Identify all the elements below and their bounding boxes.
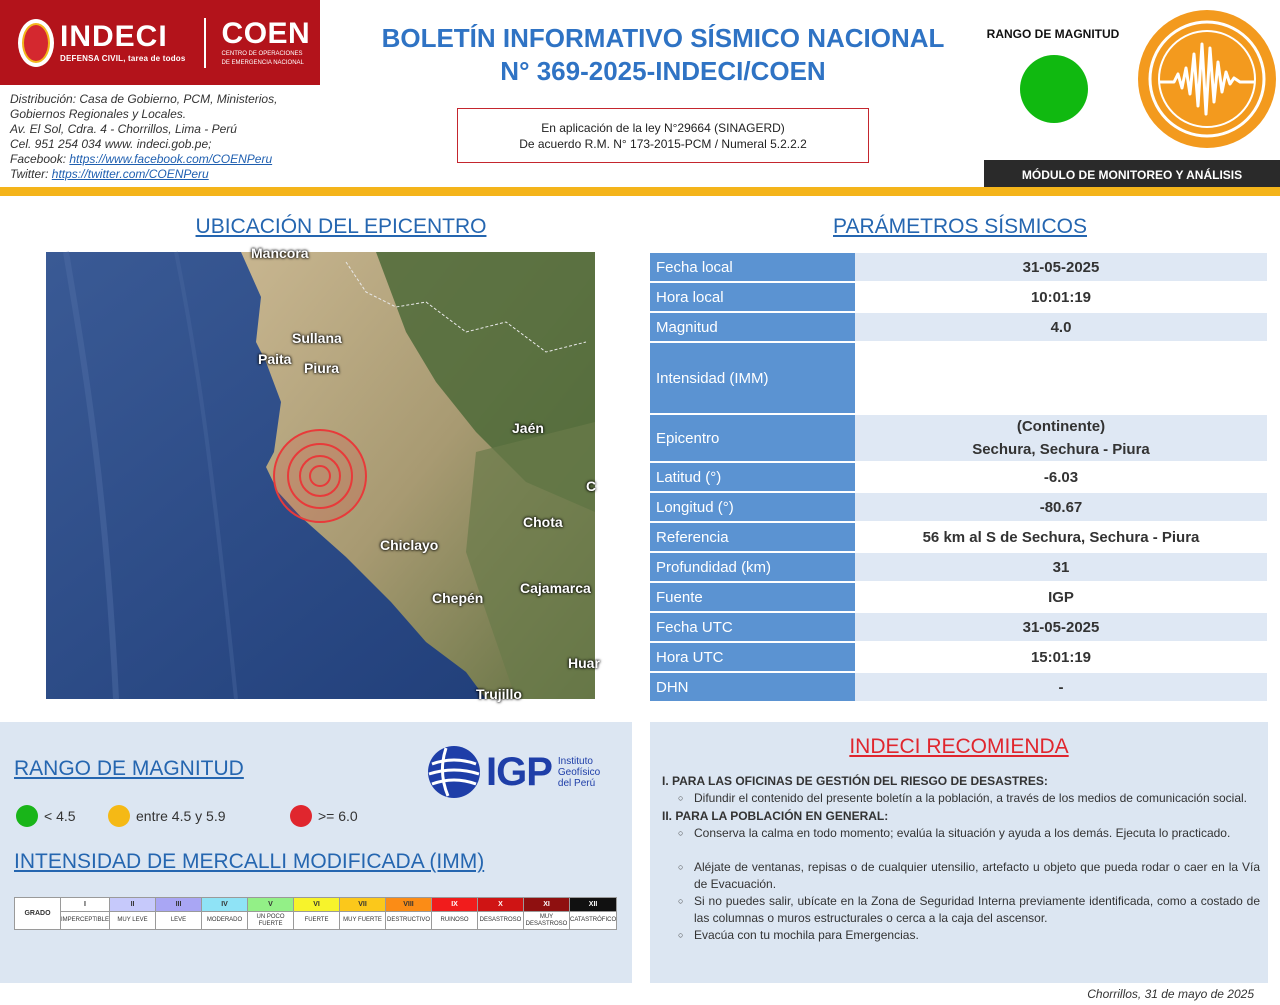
map-graphic (46, 252, 595, 699)
table-row (650, 253, 1267, 281)
green-dot-icon (16, 805, 38, 827)
grade-description: DESTRUCTIVO (386, 912, 432, 930)
igp-subtitle-1: Instituto (557, 755, 593, 767)
indeci-tagline: DEFENSA CIVIL, tarea de todos (60, 54, 186, 63)
yellow-dot-icon (108, 805, 130, 827)
param-value: 10:01:19 (855, 283, 1267, 311)
param-key: DHN (650, 673, 855, 701)
table-row (650, 343, 1267, 413)
recommendation-section-1: I. PARA LAS OFICINAS DE GESTIÓN DEL RIESGO DE DESASTRES: (662, 774, 1048, 788)
param-key: Longitud (°) (650, 493, 855, 521)
distribution-line: Gobiernos Regionales y Locales. (10, 107, 187, 121)
contact-line: Cel. 951 254 034 www. indeci.gob.pe; (10, 137, 212, 151)
grade-description: CATASTRÓFICO (570, 912, 617, 930)
mercalli-scale-title: INTENSIDAD DE MERCALLI MODIFICADA (IMM) (14, 850, 485, 873)
param-value: 56 km al S de Sechura, Sechura - Piura (855, 523, 1267, 551)
list-item: ○ Conserva la calma en todo momento; evalúa la situación y ayuda a los demás. Ejecuta lo practicado. (676, 825, 1260, 842)
map-label-mancora: Mancora (251, 245, 309, 261)
param-value: -6.03 (855, 463, 1267, 491)
law-line-1: En aplicación de la ley N°29664 (SINAGERD) (541, 121, 785, 135)
map-label-cajamarca: Cajamarca (520, 580, 591, 596)
param-value: 31-05-2025 (855, 613, 1267, 641)
table-row (650, 313, 1267, 341)
legend-item-medium (108, 805, 226, 827)
monitoring-module-banner: MÓDULO DE MONITOREO Y ANÁLISIS (984, 160, 1280, 187)
facebook-label: Facebook: (10, 152, 70, 166)
grade-description: UN POCO FUERTE (248, 912, 294, 930)
grade-number: III (156, 898, 202, 912)
param-value: 15:01:19 (855, 643, 1267, 671)
indeci-coen-logo (0, 0, 320, 85)
indeci-seal-icon (18, 19, 54, 67)
grade-description: RUINOSO (432, 912, 478, 930)
param-key: Hora UTC (650, 643, 855, 671)
param-value (855, 415, 1267, 461)
facebook-link[interactable]: https://www.facebook.com/COENPeru (69, 152, 273, 166)
coen-logo-text: COEN (221, 16, 311, 50)
param-value: 4.0 (855, 313, 1267, 341)
epicenter-map[interactable] (46, 245, 600, 702)
param-key: Referencia (650, 523, 855, 551)
law-reference-box (457, 108, 869, 163)
map-label-sullana: Sullana (292, 330, 342, 346)
grade-number: X (478, 898, 524, 912)
grade-description: MUY DESASTROSO (524, 912, 570, 930)
bulletin-number: N° 369-2025-INDECI/COEN (500, 56, 826, 86)
grade-number: II (110, 898, 156, 912)
grade-number: VII (340, 898, 386, 912)
param-value: 31-05-2025 (855, 253, 1267, 281)
epicenter-location-title: UBICACIÓN DEL EPICENTRO (195, 215, 487, 238)
header-divider-bar (0, 187, 1280, 196)
param-value: 31 (855, 553, 1267, 581)
param-key: Intensidad (IMM) (650, 343, 855, 413)
twitter-link[interactable]: https://twitter.com/COENPeru (51, 167, 209, 181)
bulletin-title-line1: BOLETÍN INFORMATIVO SÍSMICO NACIONAL (381, 23, 945, 53)
map-label-chiclayo: Chiclayo (380, 537, 439, 553)
grade-number: XII (570, 898, 617, 912)
grade-description: MUY LEVE (110, 912, 156, 930)
table-row (650, 613, 1267, 641)
igp-subtitle-3: del Perú (557, 777, 596, 789)
map-label-huar: Huar (568, 655, 600, 671)
table-row (650, 415, 1267, 461)
igp-logo (426, 744, 600, 800)
param-key: Fecha UTC (650, 613, 855, 641)
seismograph-icon (1138, 10, 1276, 148)
grade-number: VI (294, 898, 340, 912)
list-item: ○ Difundir el contenido del presente boletín a la población, a través de los medios de comunicación social. (676, 790, 1260, 807)
grade-description: MODERADO (202, 912, 248, 930)
twitter-label: Twitter: (10, 167, 52, 181)
indeci-logo-text: INDECI (60, 20, 168, 53)
list-item: ○ Evacúa con tu mochila para Emergencias. (676, 927, 1260, 944)
param-value (855, 343, 1267, 413)
coen-tagline-2: DE EMERGENCIA NACIONAL (221, 59, 304, 66)
param-key: Latitud (°) (650, 463, 855, 491)
map-label-chota: Chota (523, 514, 563, 530)
igp-name: IGP (486, 749, 552, 794)
map-label-chepen: Chepén (432, 590, 484, 606)
red-dot-icon (290, 805, 312, 827)
legend-label: < 4.5 (44, 808, 76, 824)
legend-item-low (16, 805, 76, 827)
grade-description: IMPERCEPTIBLE (61, 912, 110, 930)
grado-label: GRADO (15, 898, 61, 930)
grade-number: V (248, 898, 294, 912)
magnitude-indicator-dot (1020, 55, 1088, 123)
distribution-info (10, 92, 320, 182)
grade-description: FUERTE (294, 912, 340, 930)
grade-description: DESASTROSO (478, 912, 524, 930)
recommendation-section-2: II. PARA LA POBLACIÓN EN GENERAL: (662, 809, 889, 823)
igp-globe-icon (426, 744, 482, 800)
param-value: -80.67 (855, 493, 1267, 521)
seismic-parameters-title: PARÁMETROS SÍSMICOS (833, 215, 1087, 238)
table-row (650, 523, 1267, 551)
legend-item-high (290, 805, 358, 827)
legend-label: >= 6.0 (318, 808, 358, 824)
coen-tagline-1: CENTRO DE OPERACIONES (221, 50, 303, 57)
param-key: Profundidad (km) (650, 553, 855, 581)
param-key: Fecha local (650, 253, 855, 281)
table-row (650, 673, 1267, 701)
magnitude-range-heading: RANGO DE MAGNITUD (986, 27, 1120, 41)
grade-description: LEVE (156, 912, 202, 930)
recommendations-body (662, 772, 1260, 944)
grade-number: I (61, 898, 110, 912)
param-value: IGP (855, 583, 1267, 611)
logo-divider (204, 18, 206, 68)
list-item: ○ Si no puedes salir, ubícate en la Zona de Seguridad Interna previamente identificada, como a costado de las columnas o muros estructurales o cerca a la caja del ascensor. (676, 893, 1260, 927)
grade-number: IV (202, 898, 248, 912)
table-row (650, 643, 1267, 671)
magnitude-range-title: RANGO DE MAGNITUD (14, 757, 244, 780)
law-line-2: De acuerdo R.M. N° 173-2015-PCM / Numeral 5.2.2.2 (519, 137, 807, 151)
table-row (650, 493, 1267, 521)
recommendations-title: INDECI RECOMIENDA (849, 735, 1069, 758)
grade-number: VIII (386, 898, 432, 912)
param-key: Hora local (650, 283, 855, 311)
address-line: Av. El Sol, Cdra. 4 - Chorrillos, Lima - Perú (10, 122, 237, 136)
seismic-parameters-table (650, 251, 1267, 703)
grade-description: MUY FUERTE (340, 912, 386, 930)
legend-label: entre 4.5 y 5.9 (136, 808, 226, 824)
map-label-trujillo: Trujillo (476, 686, 522, 702)
table-row (650, 283, 1267, 311)
table-row (650, 463, 1267, 491)
param-key: Magnitud (650, 313, 855, 341)
table-row (650, 553, 1267, 581)
param-key: Fuente (650, 583, 855, 611)
map-label-jaen: Jaén (512, 420, 544, 436)
distribution-line: Distribución: Casa de Gobierno, PCM, Ministerios, (10, 92, 278, 106)
grade-number: XI (524, 898, 570, 912)
table-row (650, 583, 1267, 611)
igp-subtitle-2: Geofísico (557, 766, 601, 778)
list-item: ○ Aléjate de ventanas, repisas o de cualquier utensilio, artefacto u objeto que pueda rodar o caer en la Vía de Evacuación. (676, 859, 1260, 893)
grade-number: IX (432, 898, 478, 912)
footer-date: Chorrillos, 31 de mayo de 2025 (1087, 987, 1254, 1001)
param-value: - (855, 673, 1267, 701)
param-key: Epicentro (650, 415, 855, 461)
map-label-c: C (586, 478, 597, 494)
map-label-paita: Paita (258, 351, 292, 367)
bulletin-title (340, 22, 986, 88)
map-label-piura: Piura (304, 360, 340, 376)
epicenter-location: Sechura, Sechura - Piura (972, 441, 1150, 458)
mercalli-scale-table (14, 897, 617, 930)
epicenter-region: (Continente) (1016, 418, 1106, 435)
